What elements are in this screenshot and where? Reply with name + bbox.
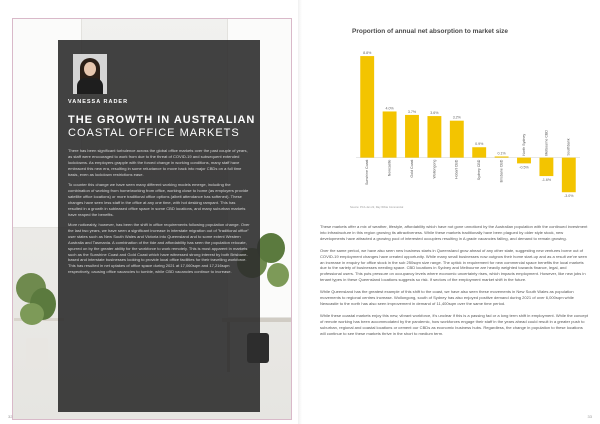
category-label: Sydney CBD [477, 159, 482, 181]
avatar-body [77, 78, 103, 94]
chart-title: Proportion of annual net absorption to market size [352, 28, 509, 35]
article-body-right [320, 224, 588, 343]
category-label: Southbank [566, 138, 571, 156]
bar-sunshine-coast [360, 56, 374, 158]
chart-source: Source: PCA Jan 22, Ray White Commercial [350, 206, 404, 209]
bar-brisbane-cbd [495, 156, 509, 157]
data-label: -1.6% [541, 178, 552, 183]
data-label: 4.0% [385, 106, 394, 111]
data-label: -0.5% [519, 165, 529, 170]
bar-hobart-cbd [450, 121, 464, 158]
bar-gold-coast [405, 115, 419, 158]
plant-pot [26, 338, 48, 368]
article-panel [58, 40, 260, 412]
plant [20, 303, 44, 325]
author-avatar [73, 54, 107, 94]
data-label: 0.9% [475, 142, 484, 147]
avatar-face [84, 62, 96, 76]
category-label: Sunshine Coast [365, 159, 370, 185]
bar-southbank [562, 158, 576, 193]
plant [267, 263, 289, 287]
author-name: VANESSA RADER [68, 99, 129, 105]
data-label: 0.1% [497, 151, 506, 156]
category-label: Brisbane CBD [499, 159, 504, 183]
data-label: 3.2% [452, 115, 461, 120]
paragraph: More noticeably, however, has been the shift in office requirements following population change. Over the last two years, we have seen a significant increase in interstate migration out of "traditional office" user states such as New South Wales and Victoria into Queensland and to some extent Western Australia and Tasmania. A combination of the tide and affordability has seen the population relocate, spurred on by the greater ability for the workforce to work remotely. This is most apparent in markets such as the Sunshine Coast and Gold Coast which have witnessed strong interest by both Brisbane-based and interstate businesses looking to provide local office facilities for their travelling workforce. This has resulted in net uptakes of office space during 2021 at 17,060sqm and 17,216sqm respectively, causing office vacancies to tumble, while CBD vacancies continue to increase. [68, 221, 250, 275]
bar-newcastle [383, 111, 397, 157]
article-title-line2: COASTAL OFFICE MARKETS [68, 127, 240, 139]
data-label: -3.0% [564, 194, 574, 199]
paragraph: Over the same period, we have also seen new business starts in Queensland grow ahead of any other state, suggesting new ventures borne out of COVID-19 employment changes have created opportunity. While many small businesses now outgrow their home start-up and as a result we've seen an increase in enquiry for office stock in the sub 250sqm size range. The uptick in requirement for new commercial space benefits the local markets due to the variety of businesses needing space. CBD locations in Sydney and Melbourne are heavily weighted towards finance, legal, and professional users. This puts pressure on occupancy levels where economic uncertainty rises, which impacts employment. However, like new jobs in tenant types in these Queensland locations suggests so risk. If sectors of the employment market shift in the future. [320, 247, 588, 283]
article-body-left [68, 148, 250, 280]
paragraph: While Queensland has the greatest example of this shift to the coast, we have also seen these movements in New South Wales as population movements to regional centres increase. Wollongong, south of Sydney has also enjoyed positive demand during 2021 of over 6,000sqm while Newcastle to the north has also seen improvement in demand of 11,400sqm over the same time period. [320, 289, 574, 306]
category-label: Hobart CBD [454, 159, 459, 179]
category-label: North Sydney [521, 133, 526, 156]
category-label: Wollongong [432, 159, 437, 179]
bar-wollongong [427, 116, 441, 158]
data-label: 3.7% [407, 109, 417, 114]
plant [257, 233, 285, 263]
bar-north-sydney [517, 158, 531, 164]
paragraph: While these coastal markets enjoy this new, vibrant workforce, it's unclear if this is a passing fad or a long term shift in employment. While the concept of remote working has been accommodated by the pandemic, how workforces engage their staff in the years ahead could result in a greater push to suburban, regional and coastal locations or cement our CBDs as economic business hubs. Regardless, the change in population to these locations will continue to see these markets thrive in the short to medium term. [320, 312, 588, 336]
article-title-line1: THE GROWTH IN AUSTRALIAN [68, 114, 256, 126]
data-label: 3.6% [430, 111, 439, 116]
data-label: 8.8% [363, 51, 372, 56]
category-label: Newcastle [387, 159, 392, 177]
bar-melbourne-cbd [539, 158, 553, 176]
paragraph: There has been significant turbulence across the global office markets over the past couple of years, as staff were encouraged to work from due to the threat of COVID-19 and subsequent extended lockdowns. As employers grapple with the forced change in working conditions, many staff have embraced this new era, resulting in some reluctance to move back into major CBDs on a full time basis, even as lockdown restrictions ease. [68, 148, 248, 177]
net-absorption-bar-chart [340, 36, 590, 208]
right-page [300, 0, 600, 424]
bar-sydney-cbd [472, 147, 486, 157]
category-label: Gold Coast [409, 159, 414, 178]
paragraph: These markets offer a mix of weather, lifestyle, affordability which have not gone unnoticed by the Australian population with the continued investment into infrastructure in this region growing its attractiveness. While these markets traditionally have been plagued by older style stock, new developments have attracted a growing pool of interested occupiers resulting in A grade vacancies falling, and demand to remain growing. [320, 224, 588, 241]
paragraph: To counter this change we have seen many different working models emerge, including the combination of working from home/working from office, working close to home (as employers provide satellite office locations) or more traditional office options (albeit attendance has softened). These changes have seen less staff in the office at any one time, with hot desking rampant. This has resulted in a growth in subleased office space in some CBD locations, and many suburban markets have reaped the benefits. [68, 182, 249, 217]
page-number-left: 32 [8, 414, 13, 419]
page-number-right: 33 [587, 414, 592, 419]
category-label: Melbourne CBD [544, 130, 549, 156]
